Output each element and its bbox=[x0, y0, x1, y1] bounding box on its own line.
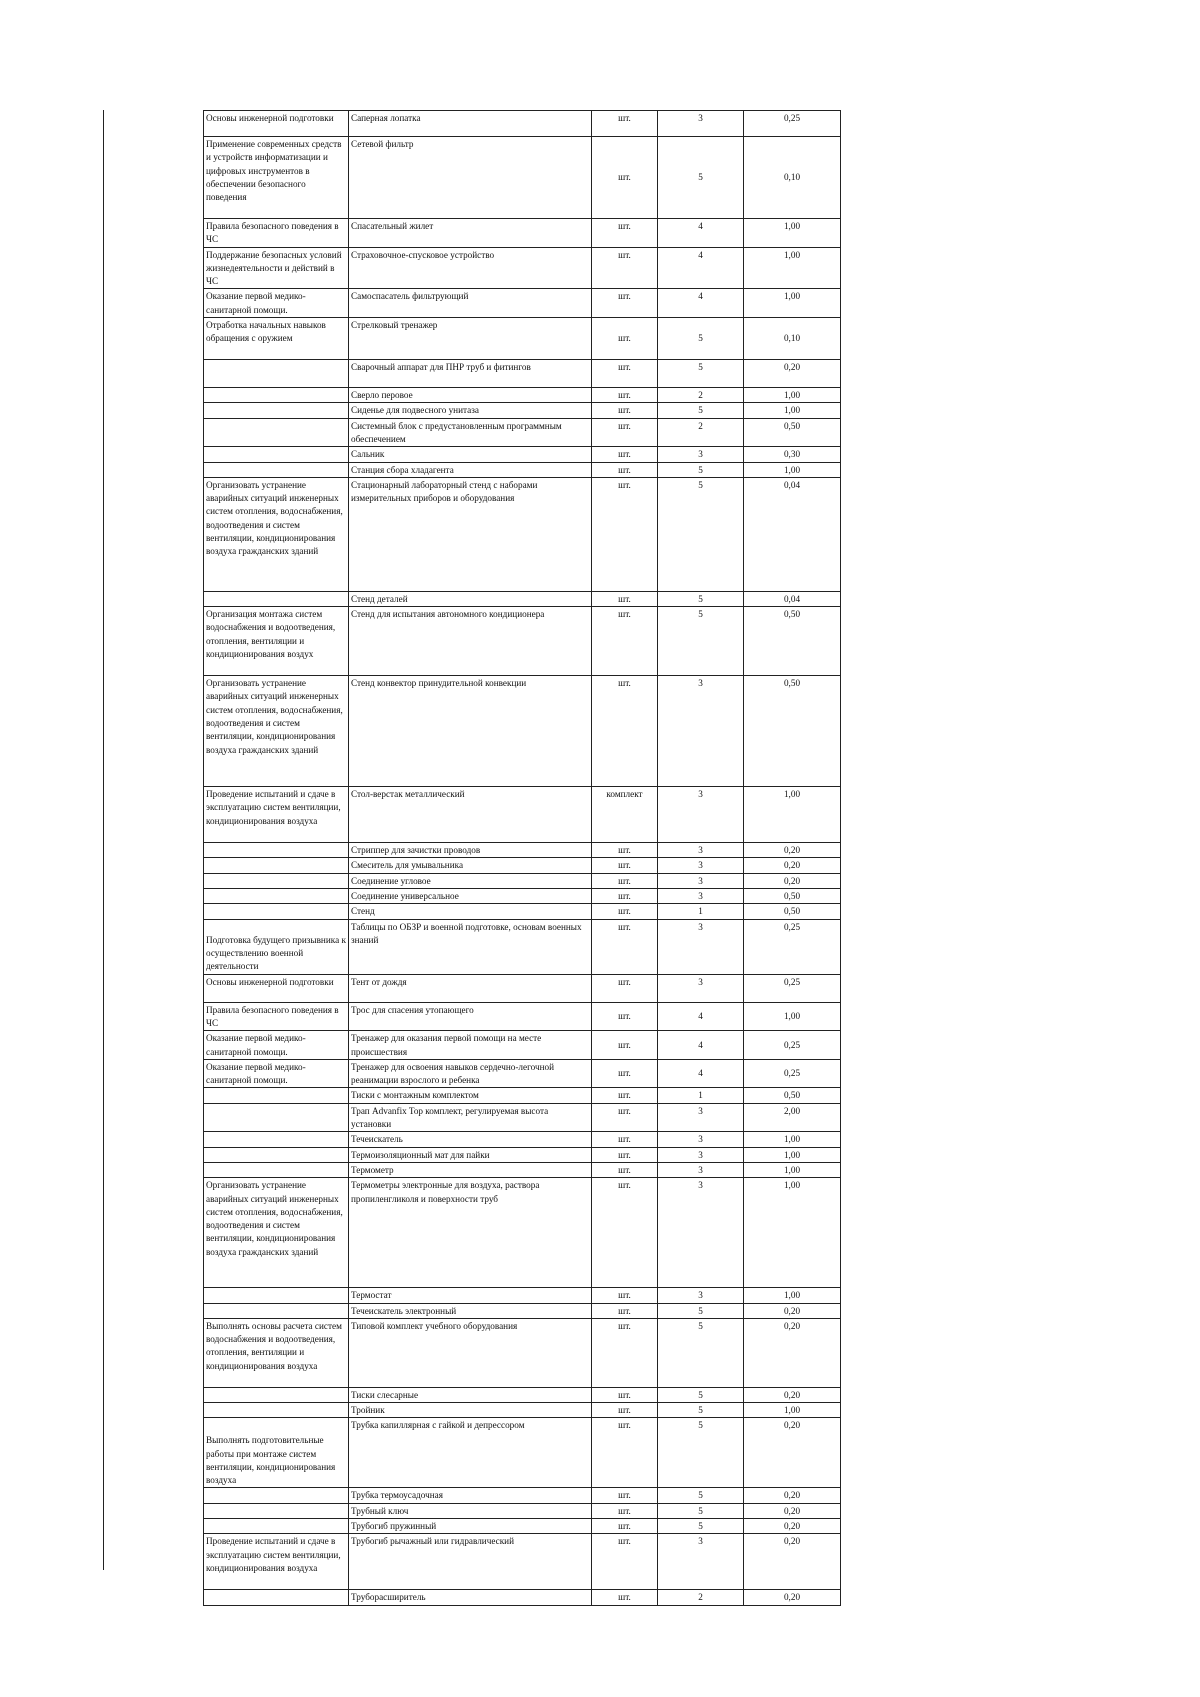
topic-cell: Основы инженерной подготовки bbox=[204, 111, 349, 137]
table-row bbox=[204, 919, 841, 974]
topic-cell bbox=[204, 1288, 349, 1303]
margin-line bbox=[103, 110, 104, 1570]
item-cell: Термометр bbox=[349, 1162, 592, 1177]
table-row bbox=[204, 858, 841, 873]
unit-cell: шт. bbox=[592, 919, 658, 974]
unit-cell: шт. bbox=[592, 447, 658, 462]
unit-cell: шт. bbox=[592, 858, 658, 873]
table-row bbox=[204, 247, 841, 289]
unit-cell: шт. bbox=[592, 219, 658, 248]
topic-cell bbox=[204, 462, 349, 477]
table-row bbox=[204, 418, 841, 447]
unit-cell: шт. bbox=[592, 1418, 658, 1488]
table-row bbox=[204, 904, 841, 919]
topic-cell: Основы инженерной подготовки bbox=[204, 974, 349, 1002]
quantity-cell: 5 bbox=[658, 607, 744, 676]
item-cell: Тренажер для освоения навыков сердечно-легочной реанимации взрослого и ребенка bbox=[349, 1059, 592, 1088]
rate-cell: 0,10 bbox=[744, 137, 841, 219]
rate-cell: 1,00 bbox=[744, 1178, 841, 1288]
equipment-table-body bbox=[204, 111, 841, 1606]
quantity-cell: 4 bbox=[658, 219, 744, 248]
topic-cell: Подготовка будущего призывника к осуществлению военной деятельности bbox=[204, 919, 349, 974]
rate-cell: 0,50 bbox=[744, 676, 841, 787]
item-cell: Таблицы по ОБЗР и военной подготовке, основам военных знаний bbox=[349, 919, 592, 974]
rate-cell: 0,20 bbox=[744, 873, 841, 888]
unit-cell: шт. bbox=[592, 607, 658, 676]
unit-cell: шт. bbox=[592, 360, 658, 388]
unit-cell: шт. bbox=[592, 1518, 658, 1533]
unit-cell: комплект bbox=[592, 787, 658, 843]
rate-cell: 1,00 bbox=[744, 247, 841, 289]
unit-cell: шт. bbox=[592, 289, 658, 318]
rate-cell: 1,00 bbox=[744, 403, 841, 418]
table-row bbox=[204, 1518, 841, 1533]
quantity-cell: 5 bbox=[658, 1387, 744, 1402]
rate-cell: 0,20 bbox=[744, 1534, 841, 1590]
topic-cell: Правила безопасного поведения в ЧС bbox=[204, 219, 349, 248]
table-row bbox=[204, 403, 841, 418]
topic-cell: Применение современных средств и устройств информатизации и цифровых инструментов в обеспечении безопасного поведения bbox=[204, 137, 349, 219]
topic-cell: Оказание первой медико-санитарной помощи. bbox=[204, 1031, 349, 1060]
quantity-cell: 3 bbox=[658, 676, 744, 787]
table-row bbox=[204, 1503, 841, 1518]
item-cell: Спасательный жилет bbox=[349, 219, 592, 248]
unit-cell: шт. bbox=[592, 1178, 658, 1288]
rate-cell: 0,04 bbox=[744, 477, 841, 591]
rate-cell: 1,00 bbox=[744, 1288, 841, 1303]
table-row bbox=[204, 1488, 841, 1503]
rate-cell: 1,00 bbox=[744, 388, 841, 403]
item-cell: Самоспасатель фильтрующий bbox=[349, 289, 592, 318]
item-cell: Трубный ключ bbox=[349, 1503, 592, 1518]
item-cell: Стриппер для зачистки проводов bbox=[349, 843, 592, 858]
table-row bbox=[204, 1403, 841, 1418]
item-cell: Течеискатель электронный bbox=[349, 1303, 592, 1318]
unit-cell: шт. bbox=[592, 318, 658, 360]
item-cell: Сальник bbox=[349, 447, 592, 462]
item-cell: Станция сбора хладагента bbox=[349, 462, 592, 477]
item-cell: Течеискатель bbox=[349, 1132, 592, 1147]
item-cell: Системный блок с предустановленным программным обеспечением bbox=[349, 418, 592, 447]
rate-cell: 0,20 bbox=[744, 1418, 841, 1488]
quantity-cell: 5 bbox=[658, 1488, 744, 1503]
topic-cell bbox=[204, 418, 349, 447]
unit-cell: шт. bbox=[592, 1303, 658, 1318]
quantity-cell: 2 bbox=[658, 1590, 744, 1605]
item-cell: Стрелковый тренажер bbox=[349, 318, 592, 360]
quantity-cell: 2 bbox=[658, 388, 744, 403]
table-row bbox=[204, 1303, 841, 1318]
item-cell: Тройник bbox=[349, 1403, 592, 1418]
quantity-cell: 4 bbox=[658, 1059, 744, 1088]
rate-cell: 0,20 bbox=[744, 1590, 841, 1605]
table-row bbox=[204, 676, 841, 787]
topic-cell bbox=[204, 1590, 349, 1605]
table-row bbox=[204, 477, 841, 591]
quantity-cell: 5 bbox=[658, 1318, 744, 1387]
topic-cell bbox=[204, 1303, 349, 1318]
rate-cell: 1,00 bbox=[744, 787, 841, 843]
item-cell: Трубка капиллярная с гайкой и депрессором bbox=[349, 1418, 592, 1488]
item-cell: Стенд конвектор принудительной конвекции bbox=[349, 676, 592, 787]
rate-cell: 0,20 bbox=[744, 1518, 841, 1533]
item-cell: Саперная лопатка bbox=[349, 111, 592, 137]
item-cell: Стенд для испытания автономного кондиционера bbox=[349, 607, 592, 676]
rate-cell: 0,50 bbox=[744, 904, 841, 919]
table-row bbox=[204, 1147, 841, 1162]
rate-cell: 0,25 bbox=[744, 919, 841, 974]
rate-cell: 0,50 bbox=[744, 889, 841, 904]
table-row bbox=[204, 1103, 841, 1132]
quantity-cell: 3 bbox=[658, 787, 744, 843]
quantity-cell: 3 bbox=[658, 919, 744, 974]
unit-cell: шт. bbox=[592, 974, 658, 1002]
rate-cell: 0,25 bbox=[744, 1031, 841, 1060]
topic-cell bbox=[204, 873, 349, 888]
item-cell: Труборасширитель bbox=[349, 1590, 592, 1605]
item-cell: Трубка термоусадочная bbox=[349, 1488, 592, 1503]
unit-cell: шт. bbox=[592, 1590, 658, 1605]
item-cell: Трос для спасения утопающего bbox=[349, 1002, 592, 1031]
rate-cell: 0,04 bbox=[744, 591, 841, 606]
quantity-cell: 3 bbox=[658, 447, 744, 462]
unit-cell: шт. bbox=[592, 1488, 658, 1503]
unit-cell: шт. bbox=[592, 591, 658, 606]
quantity-cell: 4 bbox=[658, 1031, 744, 1060]
quantity-cell: 3 bbox=[658, 889, 744, 904]
unit-cell: шт. bbox=[592, 889, 658, 904]
table-row bbox=[204, 447, 841, 462]
quantity-cell: 1 bbox=[658, 1088, 744, 1103]
quantity-cell: 5 bbox=[658, 318, 744, 360]
unit-cell: шт. bbox=[592, 477, 658, 591]
quantity-cell: 5 bbox=[658, 1403, 744, 1418]
rate-cell: 0,10 bbox=[744, 318, 841, 360]
item-cell: Тиски слесарные bbox=[349, 1387, 592, 1402]
table-row bbox=[204, 1059, 841, 1088]
quantity-cell: 4 bbox=[658, 289, 744, 318]
unit-cell: шт. bbox=[592, 1403, 658, 1418]
quantity-cell: 3 bbox=[658, 1178, 744, 1288]
unit-cell: шт. bbox=[592, 1503, 658, 1518]
table-row bbox=[204, 1162, 841, 1177]
topic-cell bbox=[204, 1132, 349, 1147]
quantity-cell: 5 bbox=[658, 1503, 744, 1518]
topic-cell bbox=[204, 843, 349, 858]
table-row bbox=[204, 388, 841, 403]
rate-cell: 1,00 bbox=[744, 289, 841, 318]
topic-cell: Оказание первой медико-санитарной помощи. bbox=[204, 1059, 349, 1088]
item-cell: Стенд деталей bbox=[349, 591, 592, 606]
quantity-cell: 5 bbox=[658, 591, 744, 606]
quantity-cell: 3 bbox=[658, 1147, 744, 1162]
item-cell: Сетевой фильтр bbox=[349, 137, 592, 219]
table-row bbox=[204, 974, 841, 1002]
table-row bbox=[204, 1387, 841, 1402]
table-row bbox=[204, 1418, 841, 1488]
rate-cell: 0,20 bbox=[744, 843, 841, 858]
topic-cell: Организовать устранение аварийных ситуаций инженерных систем отопления, водоснабжения, водоотведения и систем вентиляции, кондиционирования воздуха гражданских зданий bbox=[204, 1178, 349, 1288]
unit-cell: шт. bbox=[592, 1103, 658, 1132]
table-row bbox=[204, 1002, 841, 1031]
quantity-cell: 5 bbox=[658, 1303, 744, 1318]
item-cell: Тренажер для оказания первой помощи на месте происшествия bbox=[349, 1031, 592, 1060]
table-row bbox=[204, 873, 841, 888]
unit-cell: шт. bbox=[592, 1288, 658, 1303]
unit-cell: шт. bbox=[592, 462, 658, 477]
rate-cell: 1,00 bbox=[744, 1162, 841, 1177]
quantity-cell: 3 bbox=[658, 873, 744, 888]
topic-cell bbox=[204, 403, 349, 418]
table-row bbox=[204, 1590, 841, 1605]
quantity-cell: 2 bbox=[658, 418, 744, 447]
quantity-cell: 5 bbox=[658, 360, 744, 388]
item-cell: Тиски с монтажным комплектом bbox=[349, 1088, 592, 1103]
table-row bbox=[204, 1132, 841, 1147]
item-cell: Страховочное-спусковое устройство bbox=[349, 247, 592, 289]
quantity-cell: 5 bbox=[658, 137, 744, 219]
item-cell: Трап Advanfix Top комплект, регулируемая высота установки bbox=[349, 1103, 592, 1132]
quantity-cell: 3 bbox=[658, 1162, 744, 1177]
item-cell: Термоизоляционный мат для пайки bbox=[349, 1147, 592, 1162]
topic-cell: Выполнять подготовительные работы при монтаже систем вентиляции, кондиционирования воздуха bbox=[204, 1418, 349, 1488]
topic-cell bbox=[204, 1103, 349, 1132]
rate-cell: 0,20 bbox=[744, 1503, 841, 1518]
item-cell: Соединение угловое bbox=[349, 873, 592, 888]
rate-cell: 0,25 bbox=[744, 974, 841, 1002]
rate-cell: 0,20 bbox=[744, 858, 841, 873]
quantity-cell: 4 bbox=[658, 1002, 744, 1031]
topic-cell bbox=[204, 1387, 349, 1402]
rate-cell: 1,00 bbox=[744, 462, 841, 477]
table-row bbox=[204, 1031, 841, 1060]
rate-cell: 0,30 bbox=[744, 447, 841, 462]
topic-cell bbox=[204, 1162, 349, 1177]
item-cell: Сиденье для подвесного унитаза bbox=[349, 403, 592, 418]
quantity-cell: 5 bbox=[658, 1418, 744, 1488]
quantity-cell: 1 bbox=[658, 904, 744, 919]
item-cell: Тент от дождя bbox=[349, 974, 592, 1002]
item-cell: Трубогиб пружинный bbox=[349, 1518, 592, 1533]
table-row bbox=[204, 318, 841, 360]
quantity-cell: 3 bbox=[658, 1534, 744, 1590]
rate-cell: 2,00 bbox=[744, 1103, 841, 1132]
table-row bbox=[204, 787, 841, 843]
quantity-cell: 3 bbox=[658, 1288, 744, 1303]
rate-cell: 1,00 bbox=[744, 1132, 841, 1147]
rate-cell: 0,25 bbox=[744, 1059, 841, 1088]
unit-cell: шт. bbox=[592, 1132, 658, 1147]
quantity-cell: 3 bbox=[658, 111, 744, 137]
table-row bbox=[204, 289, 841, 318]
topic-cell bbox=[204, 1503, 349, 1518]
topic-cell: Организовать устранение аварийных ситуаций инженерных систем отопления, водоснабжения, водоотведения и систем вентиляции, кондиционирования воздуха гражданских зданий bbox=[204, 477, 349, 591]
unit-cell: шт. bbox=[592, 1088, 658, 1103]
unit-cell: шт. bbox=[592, 418, 658, 447]
topic-cell bbox=[204, 388, 349, 403]
topic-cell bbox=[204, 1518, 349, 1533]
rate-cell: 0,25 bbox=[744, 111, 841, 137]
topic-cell bbox=[204, 904, 349, 919]
unit-cell: шт. bbox=[592, 1147, 658, 1162]
table-row bbox=[204, 1178, 841, 1288]
quantity-cell: 5 bbox=[658, 477, 744, 591]
topic-cell: Организовать устранение аварийных ситуаций инженерных систем отопления, водоснабжения, водоотведения и систем вентиляции, кондиционирования воздуха гражданских зданий bbox=[204, 676, 349, 787]
quantity-cell: 3 bbox=[658, 1132, 744, 1147]
topic-cell bbox=[204, 1147, 349, 1162]
table-row bbox=[204, 219, 841, 248]
table-row bbox=[204, 607, 841, 676]
unit-cell: шт. bbox=[592, 904, 658, 919]
table-row bbox=[204, 111, 841, 137]
item-cell: Смеситель для умывальника bbox=[349, 858, 592, 873]
table-row bbox=[204, 1534, 841, 1590]
table-row bbox=[204, 591, 841, 606]
topic-cell bbox=[204, 360, 349, 388]
unit-cell: шт. bbox=[592, 1387, 658, 1402]
quantity-cell: 4 bbox=[658, 247, 744, 289]
item-cell: Стенд bbox=[349, 904, 592, 919]
table-row bbox=[204, 137, 841, 219]
rate-cell: 0,50 bbox=[744, 1088, 841, 1103]
unit-cell: шт. bbox=[592, 1059, 658, 1088]
topic-cell: Поддержание безопасных условий жизнедеятельности и действий в ЧС bbox=[204, 247, 349, 289]
rate-cell: 0,20 bbox=[744, 360, 841, 388]
item-cell: Термостат bbox=[349, 1288, 592, 1303]
item-cell: Типовой комплект учебного оборудования bbox=[349, 1318, 592, 1387]
unit-cell: шт. bbox=[592, 247, 658, 289]
rate-cell: 0,20 bbox=[744, 1303, 841, 1318]
item-cell: Сварочный аппарат для ПНР труб и фитингов bbox=[349, 360, 592, 388]
unit-cell: шт. bbox=[592, 1534, 658, 1590]
rate-cell: 0,50 bbox=[744, 607, 841, 676]
item-cell: Сверло перовое bbox=[349, 388, 592, 403]
table-row bbox=[204, 889, 841, 904]
rate-cell: 0,20 bbox=[744, 1387, 841, 1402]
unit-cell: шт. bbox=[592, 676, 658, 787]
quantity-cell: 5 bbox=[658, 403, 744, 418]
quantity-cell: 3 bbox=[658, 858, 744, 873]
item-cell: Стол-верстак металлический bbox=[349, 787, 592, 843]
topic-cell: Организация монтажа систем водоснабжения и водоотведения, отопления, вентиляции и кондиционирования воздух bbox=[204, 607, 349, 676]
quantity-cell: 5 bbox=[658, 1518, 744, 1533]
table-row bbox=[204, 462, 841, 477]
unit-cell: шт. bbox=[592, 873, 658, 888]
topic-cell bbox=[204, 1488, 349, 1503]
rate-cell: 1,00 bbox=[744, 219, 841, 248]
item-cell: Соединение универсальное bbox=[349, 889, 592, 904]
unit-cell: шт. bbox=[592, 403, 658, 418]
unit-cell: шт. bbox=[592, 843, 658, 858]
topic-cell bbox=[204, 858, 349, 873]
rate-cell: 1,00 bbox=[744, 1002, 841, 1031]
topic-cell: Правила безопасного поведения в ЧС bbox=[204, 1002, 349, 1031]
quantity-cell: 5 bbox=[658, 462, 744, 477]
table-row bbox=[204, 843, 841, 858]
topic-cell: Проведение испытаний и сдаче в эксплуатацию систем вентиляции, кондиционирования воздуха bbox=[204, 787, 349, 843]
item-cell: Стационарный лабораторный стенд с наборами измерительных приборов и оборудования bbox=[349, 477, 592, 591]
topic-cell: Отработка начальных навыков обращения с оружием bbox=[204, 318, 349, 360]
quantity-cell: 3 bbox=[658, 974, 744, 1002]
topic-cell: Выполнять основы расчета систем водоснабжения и водоотведения, отопления, вентиляции и кондиционирования воздуха bbox=[204, 1318, 349, 1387]
rate-cell: 1,00 bbox=[744, 1147, 841, 1162]
unit-cell: шт. bbox=[592, 137, 658, 219]
equipment-table bbox=[203, 110, 841, 1606]
topic-cell bbox=[204, 1088, 349, 1103]
topic-cell bbox=[204, 1403, 349, 1418]
table-row bbox=[204, 1288, 841, 1303]
unit-cell: шт. bbox=[592, 111, 658, 137]
quantity-cell: 3 bbox=[658, 1103, 744, 1132]
item-cell: Термометры электронные для воздуха, раствора пропиленгликоля и поверхности труб bbox=[349, 1178, 592, 1288]
table-row bbox=[204, 1318, 841, 1387]
topic-cell bbox=[204, 889, 349, 904]
table-row bbox=[204, 360, 841, 388]
topic-cell: Оказание первой медико-санитарной помощи. bbox=[204, 289, 349, 318]
rate-cell: 0,20 bbox=[744, 1488, 841, 1503]
rate-cell: 0,50 bbox=[744, 418, 841, 447]
unit-cell: шт. bbox=[592, 1031, 658, 1060]
rate-cell: 1,00 bbox=[744, 1403, 841, 1418]
topic-cell bbox=[204, 447, 349, 462]
unit-cell: шт. bbox=[592, 1318, 658, 1387]
topic-cell bbox=[204, 591, 349, 606]
rate-cell: 0,20 bbox=[744, 1318, 841, 1387]
topic-cell: Проведение испытаний и сдаче в эксплуатацию систем вентиляции, кондиционирования воздуха bbox=[204, 1534, 349, 1590]
table-row bbox=[204, 1088, 841, 1103]
unit-cell: шт. bbox=[592, 388, 658, 403]
quantity-cell: 3 bbox=[658, 843, 744, 858]
unit-cell: шт. bbox=[592, 1162, 658, 1177]
item-cell: Трубогиб рычажный или гидравлический bbox=[349, 1534, 592, 1590]
unit-cell: шт. bbox=[592, 1002, 658, 1031]
